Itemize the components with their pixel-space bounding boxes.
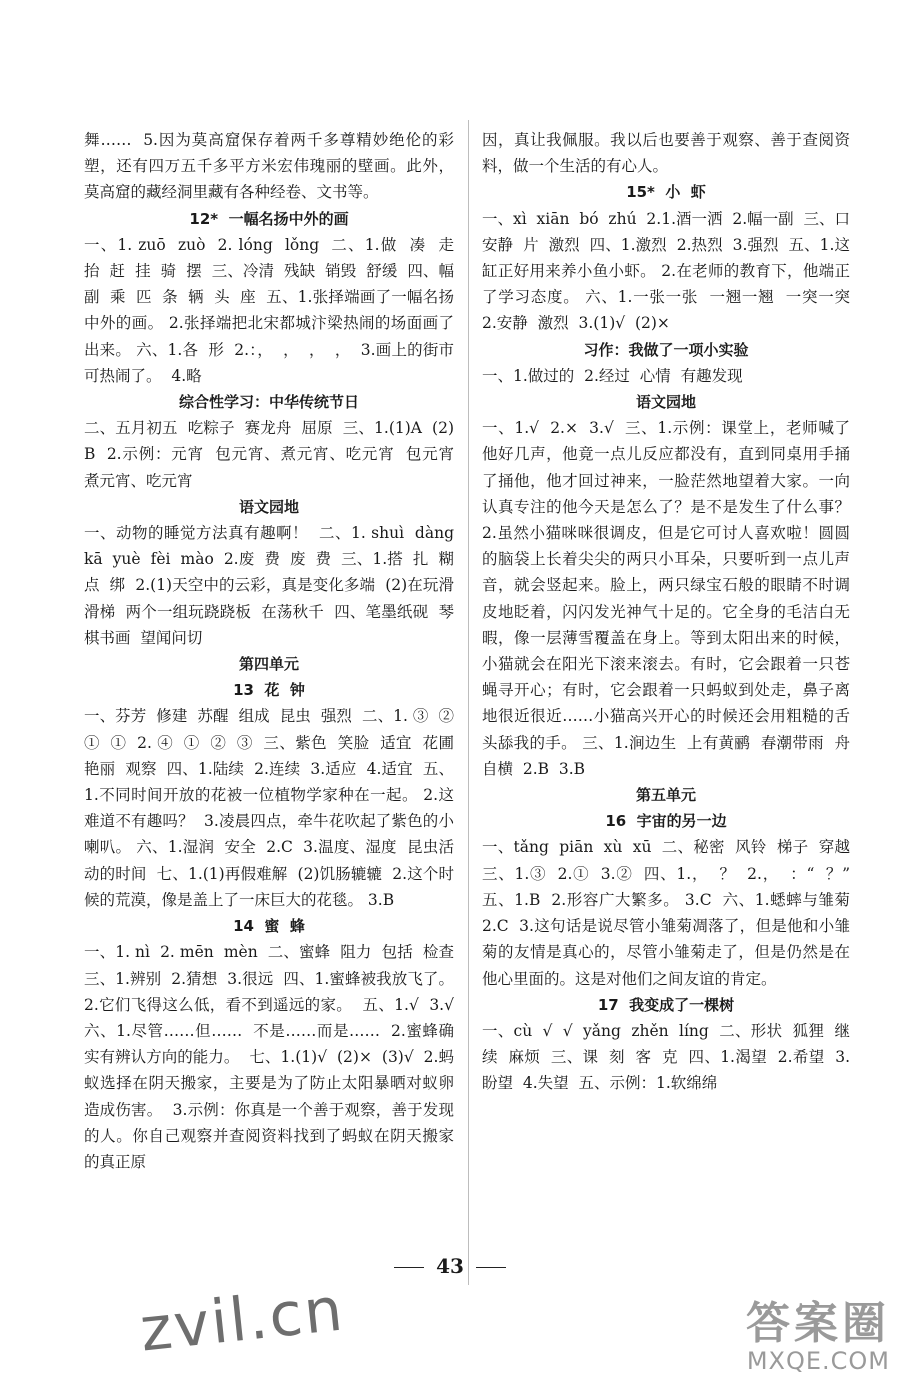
unit-heading: 第四单元	[238, 655, 299, 674]
text-block: 二、五月初五 吃粽子 赛龙舟 屈原 三、1.(1)A (2)B 2.示例：元宵 包元宵、煮元宵、吃元宵 包元宵 煮元宵、吃元宵	[84, 419, 464, 490]
text-block: 一、1. nì 2. mēn mèn 二、蜜蜂 阻力 包括 检查 三、1.辨别 2.猜想 3.很远 四、1.蜜蜂被我放飞了。 2.它们飞得这么低，看不到遥远的家。 五、1.√ 3.√ 六、1.尽管……但…… 不是……而是…… 2.蜜蜂确实有辨认方向的能力。 七、1.(1)√ (2)× (3)√ 2.蚂蚁选择在阴天搬家，主要是为了防止太阳暴晒对蚁卵造成伤害。 3.示例：你真是一个善于观察，善于发现的人。你自己观察并查阅资料找到了蚂蚁在阴天搬家的真正原	[84, 943, 464, 1171]
text-block: 一、1.做过的 2.经过 心情 有趣发现	[482, 366, 743, 385]
section-heading: 15* 小 虾	[626, 183, 706, 202]
watermark-right	[700, 1300, 890, 1374]
unit-heading: 第五单元	[635, 786, 696, 805]
watermark-right-bottom: MXQE.COM	[746, 1347, 890, 1375]
text-block: 一、1.√ 2.× 3.√ 三、1.示例：课堂上，老师喊了他好几声，他竟一点儿反应都没有，直到同桌用手捅了捅他，他才回过神来，一脸茫然地望着大家。一向认真专注的他今天是怎么了？是不是发生了什么事？ 2.虽然小猫咪咪很调皮，但是它可讨人喜欢啦！圆圆的脑袋上长着尖尖的两只小耳朵，只要听到一点儿声音，就会竖起来。脸上，两只绿宝石般的眼睛不时调皮地眨着，闪闪发光神气十足的。它全身的毛洁白无暇，像一层薄雪覆盖在身上。等到太阳出来的时候，小猫就会在阳光下滚来滚去。有时，它会跟着一只苍蝇寻开心；有时，它会跟着一只蚂蚁到处走，鼻子离地很近很近……小猫高兴开心的时候还会用粗糙的舌头舔我的手。 三、1.涧边生 上有黄鹂 春潮带雨 舟自横 2.B 3.B	[482, 419, 860, 778]
text-block: 一、cù √ √ yǎng zhěn líng 二、形状 狐狸 继续 麻烦 三、课 刻 客 克 四、1.渴望 2.希望 3.盼望 4.失望 五、示例：1.软绵绵	[482, 1021, 850, 1093]
section-heading: 语文园地	[238, 497, 299, 516]
section-heading: 语文园地	[635, 393, 696, 412]
page-number	[0, 1254, 900, 1278]
text-block: 因，真让我佩服。我以后也要善于观察、善于查阅资料，做一个生活的有心人。	[482, 131, 850, 176]
watermark-left: zvil.cn	[136, 1274, 348, 1366]
text-block: 一、芬芳 修建 苏醒 组成 昆虫 强烈 二、1. ③ ② ① ① 2. ④ ① ② ③ 三、紫色 笑脸 适宜 花圃 艳丽 观察 四、1.陆续 2.连续 3.适应 4.适宜 五、1.不同时间开放的花被一位植物学家种在一起。 2.这难道不有趣吗？ 3.凌晨四点，牵牛花吹起了紫色的小喇叭。 六、1.湿润 安全 2.C 3.温度、湿度 昆虫活动的时间 七、1.(1)再假难解 (2)饥肠辘辘 2.这个时候的荒漠，像是盖上了一床巨大的花毯。 3.B	[84, 707, 464, 909]
section-heading: 14 蜜 蜂	[233, 917, 305, 936]
text-block: 一、动物的睡觉方法真有趣啊！ 二、1. shuì dàng kā yuè fèi mào 2.废 费 废 费 三、1.搭 扎 糊 点 绑 2.(1)天空中的云彩，真是变化多端 (2)在玩滑滑梯 两个一组玩跷跷板 在荡秋千 四、笔墨纸砚 琴棋书画 望闻问切	[84, 524, 464, 647]
section-heading: 16 宇宙的另一边	[605, 812, 727, 831]
text-block: 一、xì xiān bó zhú 2.1.酒一洒 2.幅一副 三、口 安静 片 激烈 四、1.激烈 2.热烈 3.强烈 五、1.这缸正好用来养小鱼小虾。 2.在老师的教育下，他端正了学习态度。 六、1.一张一张 一翘一翘 一突一突 2.安静 激烈 3.(1)√ (2)×	[482, 209, 860, 333]
section-heading: 习作：我做了一项小实验	[583, 340, 749, 359]
section-heading: 综合性学习：中华传统节日	[178, 393, 359, 412]
text-block: 舞…… 5.因为莫高窟保存着两千多尊精妙绝伦的彩塑，还有四万五千多平方米宏伟瑰丽的壁画。此外，莫高窟的藏经洞里藏有各种经卷、文书等。	[84, 131, 454, 202]
section-heading: 17 我变成了一棵树	[597, 995, 735, 1014]
section-heading: 13 花 钟	[233, 681, 305, 700]
text-block: 一、1. zuō zuò 2. lóng lǒng 二、1.做 凑 走 抬 赶 挂 骑 摆 三、冷清 残缺 销毁 舒缓 四、幅 副 乘 匹 条 辆 头 座 五、1.张择端画了一幅名扬中外的画。 2.张择端把北宋都城汴梁热闹的场面画了出来。 六、1.各 形 2.：， ， ， ， 3.画上的街市可热闹了。 4.略	[84, 235, 464, 385]
section-heading: 12* 一幅名扬中外的画	[189, 209, 349, 228]
column-divider	[468, 120, 469, 1285]
watermark-right-top: 答案圈	[746, 1298, 890, 1349]
page-number-text: 43	[436, 1254, 464, 1278]
text-block: 一、tǎng piān xù xū 二、秘密 风铃 梯子 穿越 三、1.③ 2.① 3.② 四、1.， ？ 2.， ：“ ？” 五、1.B 2.形容广大繁多。 3.C 六、1.蟋蟀与雏菊 2.C 3.这句话是说尽管小雏菊凋落了，但是他和小雏菊的友情是真心的，尽管小雏菊走了，但是仍然是在他心里面的。这是对他们之间友谊的肯定。	[482, 838, 860, 988]
right-column	[482, 127, 860, 1097]
left-column	[84, 127, 464, 1175]
